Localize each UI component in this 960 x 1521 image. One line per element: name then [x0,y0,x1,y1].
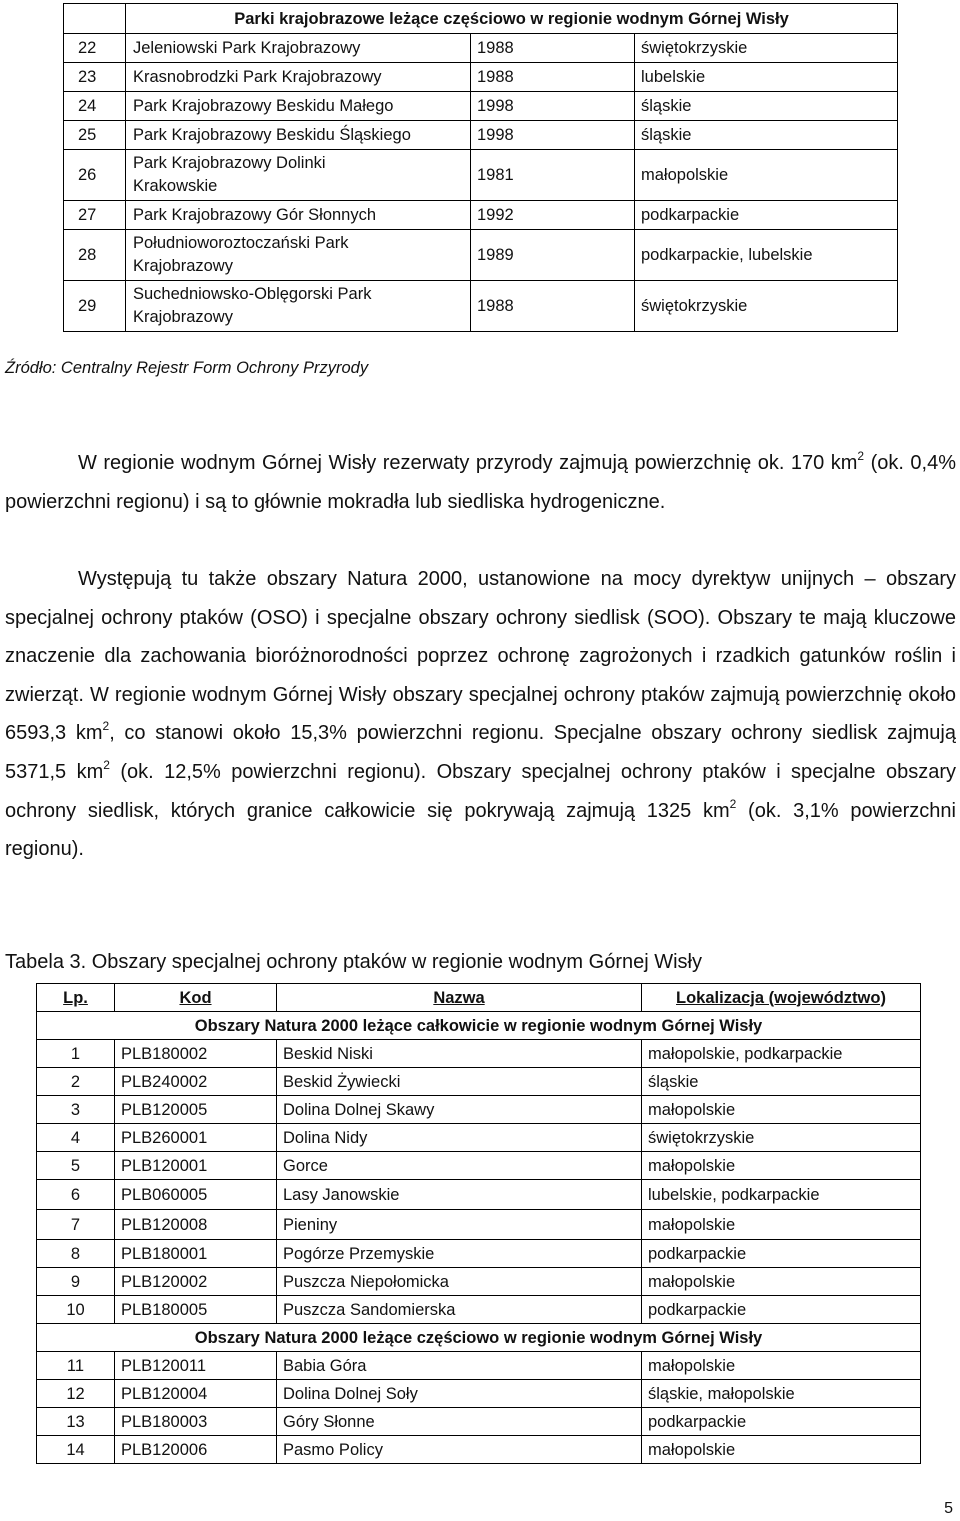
cell-region: lubelskie [635,63,898,92]
oso-table-header-row [37,984,921,1012]
table-row [37,1096,921,1124]
text-span: (ok. 0,4% powierzchni regionu) i są to głównie mokradła lub siedliska hydrogeniczne. [5,452,956,513]
cell-lp: 10 [37,1296,115,1324]
text-span: (ok. 3,1% powierzchni regionu). [5,799,956,861]
header-lokalizacja [642,984,921,1012]
table-caption: Tabela 3. Obszary specjalnej ochrony ptaków w regionie wodnym Górnej Wisły [5,951,702,973]
cell-lokalizacja: lubelskie, podkarpackie [642,1180,921,1210]
cell-nazwa: Beskid Żywiecki [277,1068,642,1096]
cell-region: świętokrzyskie [635,34,898,63]
cell-lp: 9 [37,1268,115,1296]
cell-name: Południoworoztoczański Park Krajobrazowy [126,230,471,281]
cell-name: Park Krajobrazowy Beskidu Śląskiego [126,121,471,150]
source-note: Źródło: Centralny Rejestr Form Ochrony Przyrody [5,359,369,377]
superscript: 2 [102,719,110,734]
cell-nazwa: Babia Góra [277,1352,642,1380]
section-heading: Obszary Natura 2000 leżące częściowo w regionie wodnym Górnej Wisły [37,1324,921,1352]
cell-nazwa: Dolina Dolnej Skawy [277,1096,642,1124]
cell-kod: PLB180001 [115,1240,277,1268]
cell-lokalizacja: małopolskie [642,1096,921,1124]
superscript: 2 [857,449,865,463]
cell-lokalizacja: podkarpackie [642,1296,921,1324]
cell-lp: 4 [37,1124,115,1152]
cell-lp: 28 [64,230,126,281]
table-row [64,92,898,121]
cell-nazwa: Puszcza Sandomierska [277,1296,642,1324]
cell-lokalizacja: małopolskie [642,1152,921,1180]
cell-lp: 22 [64,34,126,63]
cell-kod: PLB120006 [115,1436,277,1464]
cell-name: Park Krajobrazowy Beskidu Małego [126,92,471,121]
cell-year: 1989 [471,230,635,281]
header-text: Nazwa [433,988,485,1007]
cell-region: świętokrzyskie [635,281,898,332]
table-row [37,1180,921,1210]
cell-lp: 6 [37,1180,115,1210]
cell-lp: 3 [37,1096,115,1124]
section-row [37,1324,921,1352]
cell-kod: PLB120004 [115,1380,277,1408]
cell-year: 1988 [471,281,635,332]
cell-nazwa: Pogórze Przemyskie [277,1240,642,1268]
header-nazwa [277,984,642,1012]
cell-year: 1981 [471,150,635,201]
header-text: Kod [179,988,212,1007]
cell-name: Park Krajobrazowy Dolinki Krakowskie [126,150,471,201]
cell-lokalizacja: małopolskie [642,1352,921,1380]
cell-lp: 11 [37,1352,115,1380]
section-heading: Obszary Natura 2000 leżące całkowicie w regionie wodnym Górnej Wisły [37,1012,921,1040]
header-kod [115,984,277,1012]
cell-lp: 8 [37,1240,115,1268]
cell-lp: 13 [37,1408,115,1436]
cell-nazwa: Góry Słonne [277,1408,642,1436]
cell-kod: PLB260001 [115,1124,277,1152]
cell-kod: PLB240002 [115,1068,277,1096]
table-row [64,201,898,230]
parks-table [63,3,898,332]
cell-lokalizacja: podkarpackie [642,1408,921,1436]
cell-region: podkarpackie, lubelskie [635,230,898,281]
table-row [64,230,898,281]
cell-lokalizacja: małopolskie [642,1436,921,1464]
cell-kod: PLB180002 [115,1040,277,1068]
text-span: (ok. 12,5% powierzchni regionu). Obszary specjalnej ochrony ptaków i specjalne obszary ochrony siedlisk, których granice całkowicie się pokrywają zajmują 1325 km [5,760,956,822]
text-span: W regionie wodnym Górnej Wisły rezerwaty przyrody zajmują powierzchnię ok. 170 km [78,452,858,474]
cell-name: Suchedniowsko-Oblęgorski Park Krajobrazowy [126,281,471,332]
cell-nazwa: Dolina Nidy [277,1124,642,1152]
cell-kod: PLB120005 [115,1096,277,1124]
cell-region: podkarpackie [635,201,898,230]
cell-region: śląskie [635,92,898,121]
oso-table [36,983,921,1464]
cell-lokalizacja: świętokrzyskie [642,1124,921,1152]
cell-kod: PLB060005 [115,1180,277,1210]
page-number: 5 [944,1500,953,1517]
cell-kod: PLB120011 [115,1352,277,1380]
table-row [37,1268,921,1296]
cell-lokalizacja: śląskie [642,1068,921,1096]
table-row [37,1436,921,1464]
cell-kod: PLB180005 [115,1296,277,1324]
table-row [37,1240,921,1268]
table-row [37,1152,921,1180]
cell-lp: 29 [64,281,126,332]
header-text: Lp. [63,988,88,1007]
cell-lp: 1 [37,1040,115,1068]
cell-kod: PLB120002 [115,1268,277,1296]
text-span: Występują tu także obszary Natura 2000, ustanowione na mocy dyrektyw unijnych – obszary specjalnej ochrony ptaków (OSO) i specjalne obszary ochrony siedlisk (SOO). Obszary te mają kluczowe znaczenie dla zachowania bioróżnorodności poprzez ochronę zagrożonych i rzadkich gatunków roślin i zwierząt. W regionie wodnym Górnej Wisły obszary specjalnej ochrony ptaków zajmują powierzchnię około 6593,3 km [5,568,956,745]
table-row [37,1068,921,1096]
cell-nazwa: Lasy Janowskie [277,1180,642,1210]
cell-lp: 12 [37,1380,115,1408]
cell-lokalizacja: małopolskie [642,1268,921,1296]
table-row [37,1210,921,1240]
cell-lp: 23 [64,63,126,92]
cell-nazwa: Beskid Niski [277,1040,642,1068]
cell-lp: 26 [64,150,126,201]
cell-region: małopolskie [635,150,898,201]
table-row [37,1296,921,1324]
cell-kod: PLB120008 [115,1210,277,1240]
superscript: 2 [729,796,737,811]
cell-name: Park Krajobrazowy Gór Słonnych [126,201,471,230]
cell-nazwa: Puszcza Niepołomicka [277,1268,642,1296]
parks-table-heading-row [64,4,898,34]
cell-lp: 25 [64,121,126,150]
table-row [37,1352,921,1380]
cell-lp: 14 [37,1436,115,1464]
cell-nazwa: Pasmo Policy [277,1436,642,1464]
cell-nazwa: Pieniny [277,1210,642,1240]
cell-year: 1998 [471,92,635,121]
cell-lp: 7 [37,1210,115,1240]
cell-kod: PLB120001 [115,1152,277,1180]
cell-year: 1988 [471,34,635,63]
cell-nazwa: Gorce [277,1152,642,1180]
cell-lp: 27 [64,201,126,230]
table-row [37,1408,921,1436]
cell-name: Krasnobrodzki Park Krajobrazowy [126,63,471,92]
header-lp [37,984,115,1012]
table-row [64,150,898,201]
table-row [64,63,898,92]
cell-lokalizacja: śląskie, małopolskie [642,1380,921,1408]
cell-year: 1992 [471,201,635,230]
cell-lp: 5 [37,1152,115,1180]
cell-year: 1988 [471,63,635,92]
section-row [37,1012,921,1040]
table-row [64,281,898,332]
table-row [37,1380,921,1408]
table-row [64,121,898,150]
superscript: 2 [103,757,110,772]
cell-lokalizacja: podkarpackie [642,1240,921,1268]
paragraph-reserves [5,444,956,521]
cell-kod: PLB180003 [115,1408,277,1436]
text-span: , co stanowi około 15,3% powierzchni regionu. Specjalne obszary ochrony siedlisk zajmują 5371,5 km [5,722,956,783]
cell-lokalizacja: małopolskie [642,1210,921,1240]
table-row [64,34,898,63]
paragraph-natura-2000 [5,560,956,869]
cell-lp: 24 [64,92,126,121]
table-row [37,1124,921,1152]
cell-region: śląskie [635,121,898,150]
table-row [37,1040,921,1068]
cell-lp: 2 [37,1068,115,1096]
header-text: Lokalizacja (województwo) [676,988,886,1007]
cell-year: 1998 [471,121,635,150]
parks-table-heading: Parki krajobrazowe leżące częściowo w regionie wodnym Górnej Wisły [126,4,898,34]
cell-nazwa: Dolina Dolnej Soły [277,1380,642,1408]
cell-lokalizacja: małopolskie, podkarpackie [642,1040,921,1068]
cell-name: Jeleniowski Park Krajobrazowy [126,34,471,63]
